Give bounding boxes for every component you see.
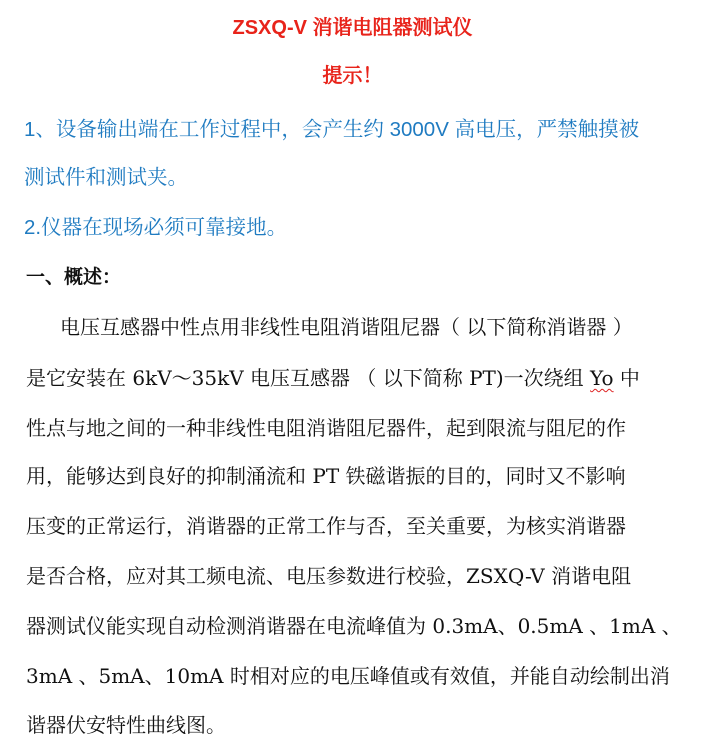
body-line-8: 3mA 、5mA、10mA 时相对应的电压峰值或有效值，并能自动绘制出消 (26, 664, 670, 688)
body-line-7: 器测试仪能实现自动检测消谐器在电流峰值为 0.3mA、0.5mA 、1mA 、 (26, 614, 682, 638)
document-title: ZSXQ-V 消谐电阻器测试仪 (232, 17, 473, 39)
body-line-2-tail: 中 (613, 366, 640, 390)
body-line-9: 谐器伏安特性曲线图。 (26, 713, 226, 737)
body-line-1: 电压互感器中性点用非线性电阻消谐阻尼器（ 以下简称消谐器 ） (60, 315, 633, 339)
warning-heading: 提示！ (322, 65, 383, 87)
notice-line-1: 1、设备输出端在工作过程中，会产生约 3000V 高电压，严禁触摸被 (24, 118, 640, 141)
section-heading: 一、概述： (26, 266, 122, 288)
body-line-5: 压变的正常运行，消谐器的正常工作与否，至关重要，为核实消谐器 (26, 514, 626, 538)
notice-line-3: 2.仪器在现场必须可靠接地。 (24, 216, 288, 239)
notice-line-2: 测试件和测试夹。 (24, 166, 188, 189)
body-line-4: 用，能够达到良好的抑制涌流和 PT 铁磁谐振的目的，同时又不影响 (26, 464, 626, 488)
body-line-3: 性点与地之间的一种非线性电阻消谐阻尼器件，起到限流与阻尼的作 (26, 416, 626, 440)
body-line-2 (26, 364, 688, 392)
spellcheck-marked-word: Yo (590, 366, 614, 390)
body-line-2-text: 是它安装在 6kV～35kV 电压互感器 （ 以下简称 PT)一次绕组 (26, 366, 591, 390)
body-line-6: 是否合格，应对其工频电流、电压参数进行校验，ZSXQ-V 消谐电阻 (26, 564, 632, 588)
